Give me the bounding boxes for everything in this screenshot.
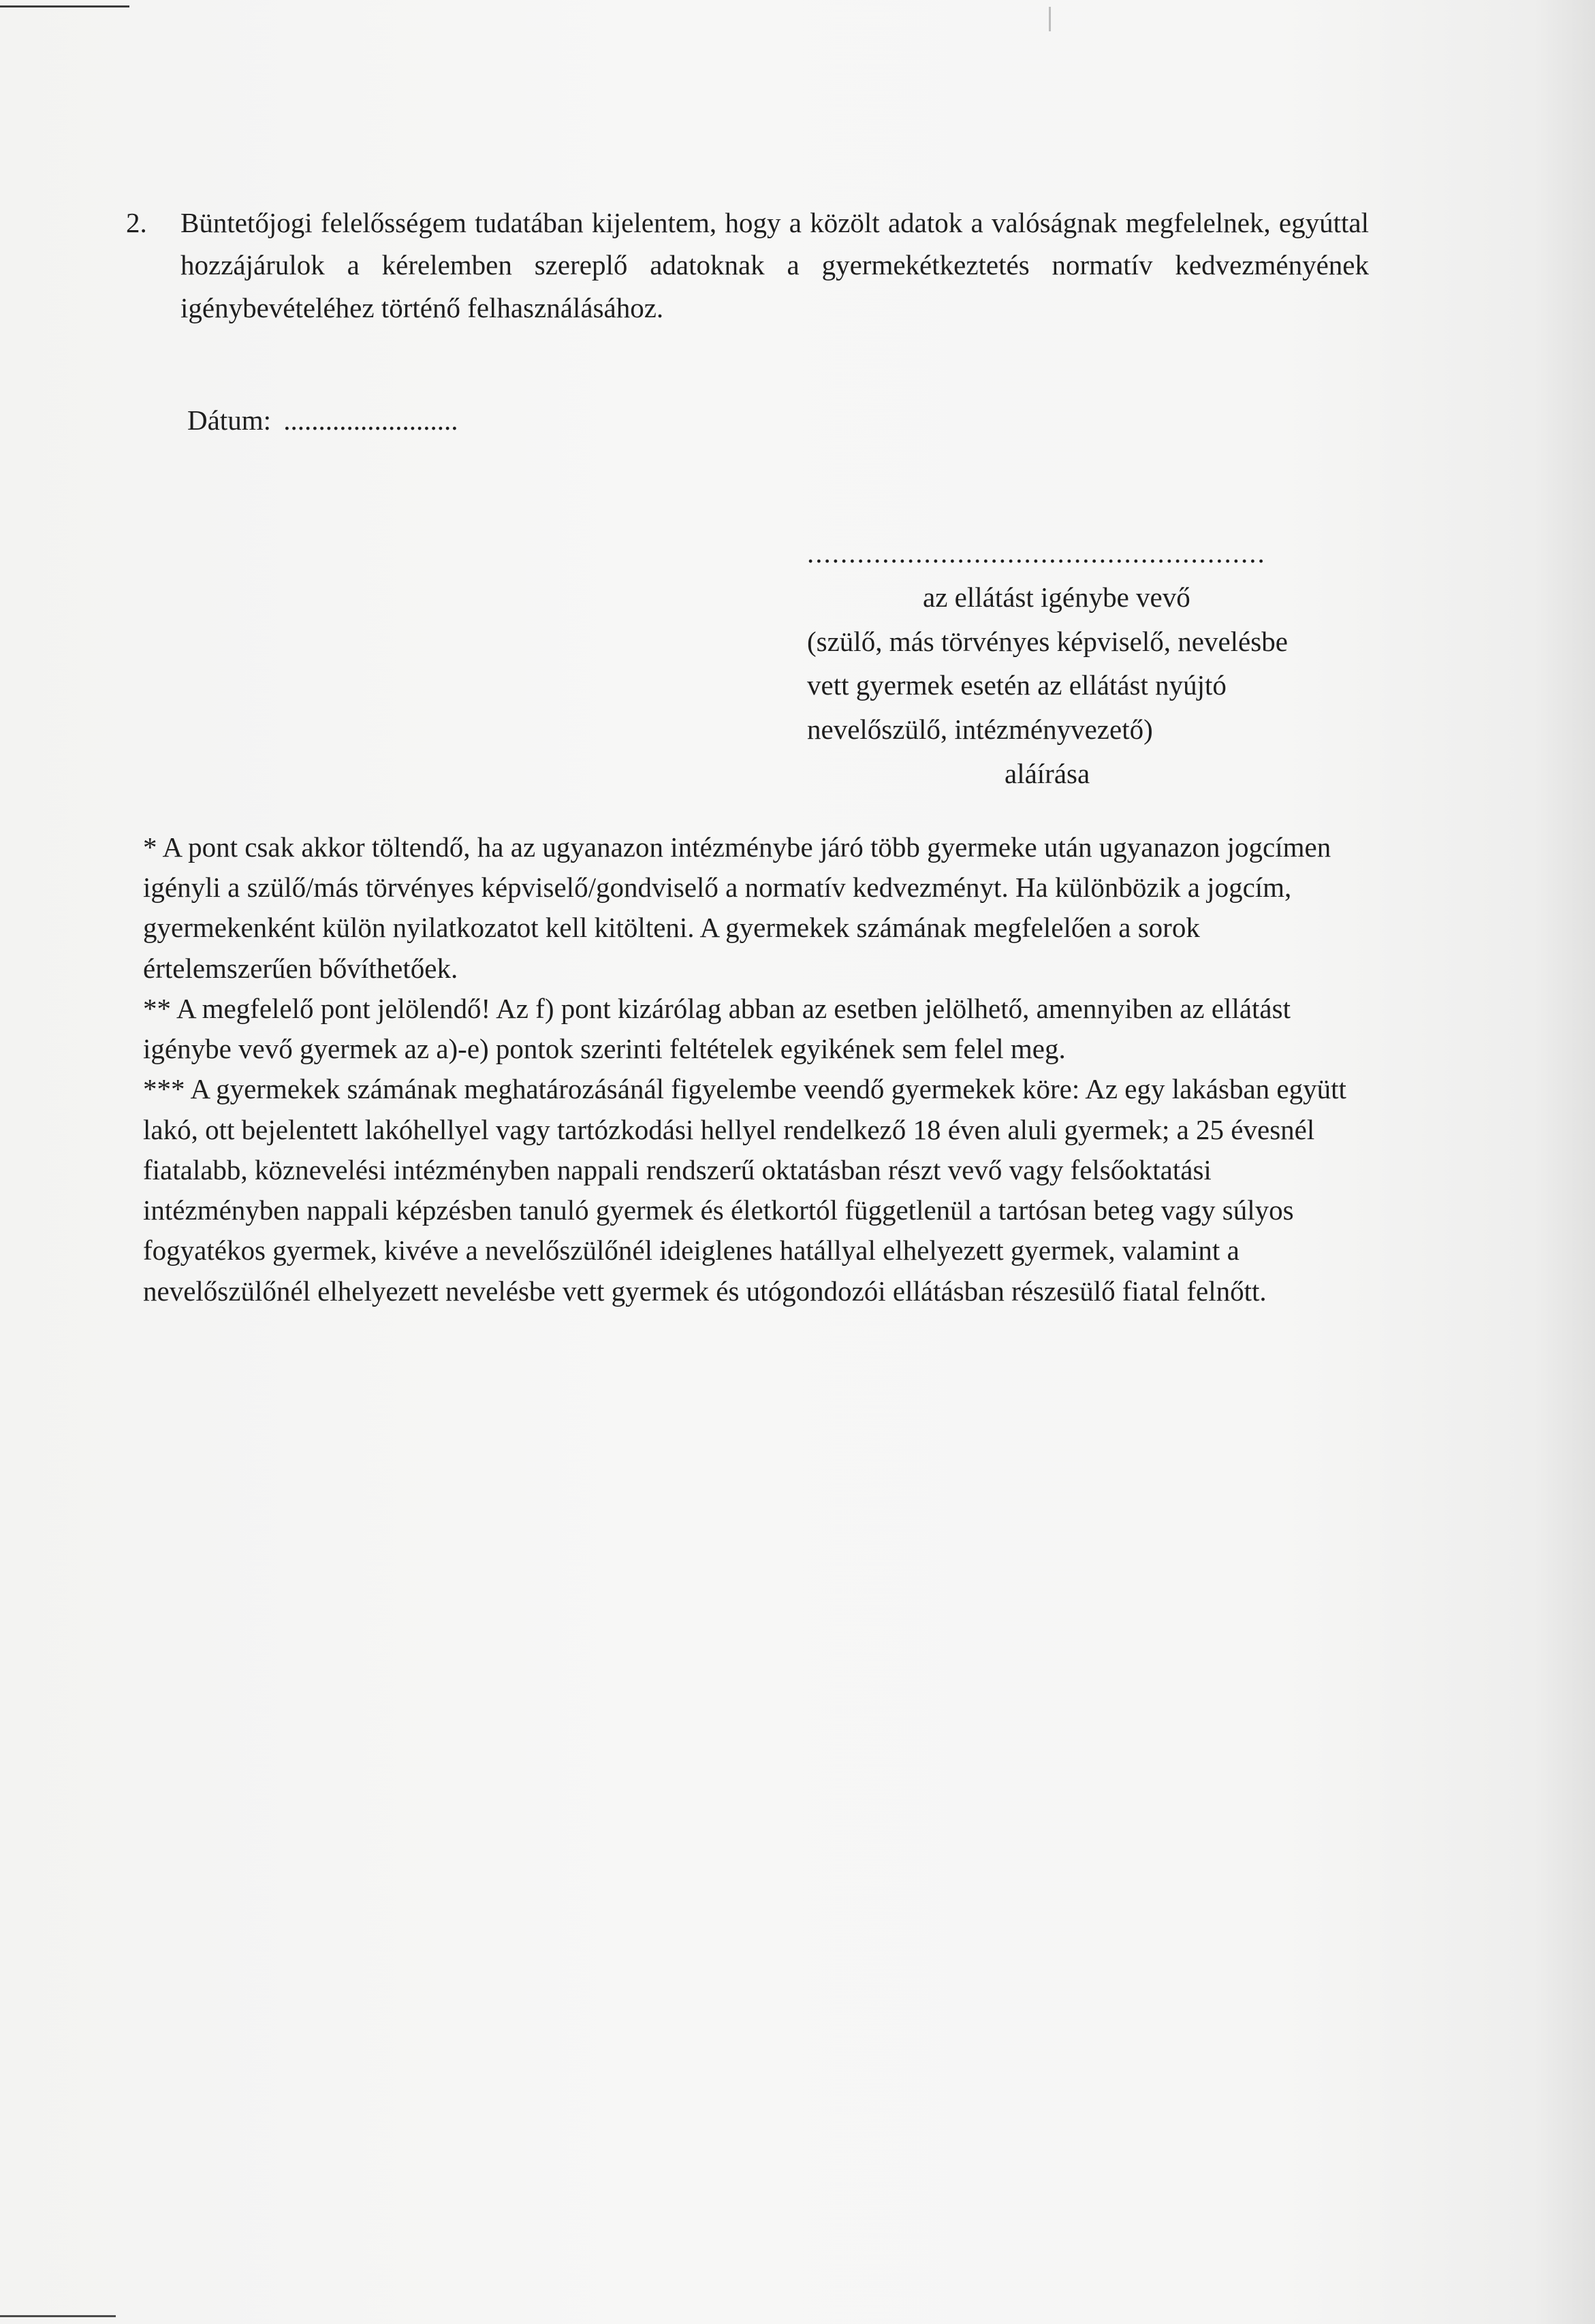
scan-artifact-mark xyxy=(1049,7,1051,31)
date-label: Dátum: xyxy=(187,404,271,436)
footnote-2: ** A megfelelő pont jelölendő! Az f) pont kizárólag abban az esetben jelölhető, amennyiben az ellátást igénybe vevő gyermek az a)-e) pontok szerinti feltételek egyikének sem felel meg. xyxy=(143,992,1291,1065)
signature-blank: ....................................................... xyxy=(807,537,1266,569)
signature-caption-line5: aláírása xyxy=(1005,757,1090,789)
footnotes xyxy=(143,827,1362,1311)
signature-caption-line1: az ellátást igénybe vevő xyxy=(923,581,1190,613)
item-number: 2. xyxy=(126,207,147,238)
declaration-item-2 xyxy=(126,202,1369,329)
page-edge-shadow xyxy=(1534,0,1595,2324)
footnote-3: *** A gyermekek számának meghatározásánál figyelembe veendő gyermekek köre: Az egy lakásban együtt lakó, ott bejelentett lakóhellyel vagy tartózkodási hellyel rendelkező 18 éven aluli gyermek; a 25 évesnél fiatalabb, köznevelési intézményben nappali rendszerű oktatásban részt vevő vagy felsőoktatási intézményben nappali képzésben tanuló gyermek és életkortól függetlenül a tartósan beteg vagy súlyos fogyatékos gyermek, kivéve a nevelőszülőnél ideiglenes hatállyal elhelyezett gyermek, valamint a nevelőszülőnél elhelyezett nevelésbe vett gyermek és utógondozói ellátásban részesülő fiatal felnőtt. xyxy=(143,1073,1346,1307)
footnote-1: * A pont csak akkor töltendő, ha az ugyanazon intézménybe járó több gyermeke után ugyanazon jogcímen igényli a szülő/más törvényes képviselő/gondviselő a normatív kedvezményt. Ha különbözik a jogcím, gyermekenként külön nyilatkozatot kell kitölteni. A gyermekek számának megfelelően a sorok értelemszerűen bővíthetőek. xyxy=(143,831,1331,984)
signature-caption-line2: (szülő, más törvényes képviselő, nevelésbe xyxy=(807,625,1288,657)
signature-caption-line3: vett gyermek esetén az ellátást nyújtó xyxy=(807,669,1227,701)
scan-artifact-line xyxy=(0,5,129,7)
scan-artifact-line-bottom xyxy=(0,2315,116,2317)
date-field xyxy=(187,404,458,436)
declaration-text: Büntetőjogi felelősségem tudatában kijelentem, hogy a közölt adatok a valóságnak megfelelnek, egyúttal hozzájárulok a kérelemben szereplő adatoknak a gyermekétkeztetés normatív kedvezményének igénybevételéhez történő felhasználásához. xyxy=(180,207,1369,323)
signature-block xyxy=(807,531,1338,796)
date-blank: ......................... xyxy=(283,404,458,436)
signature-caption-line4: nevelőszülő, intézményvezető) xyxy=(807,714,1153,746)
